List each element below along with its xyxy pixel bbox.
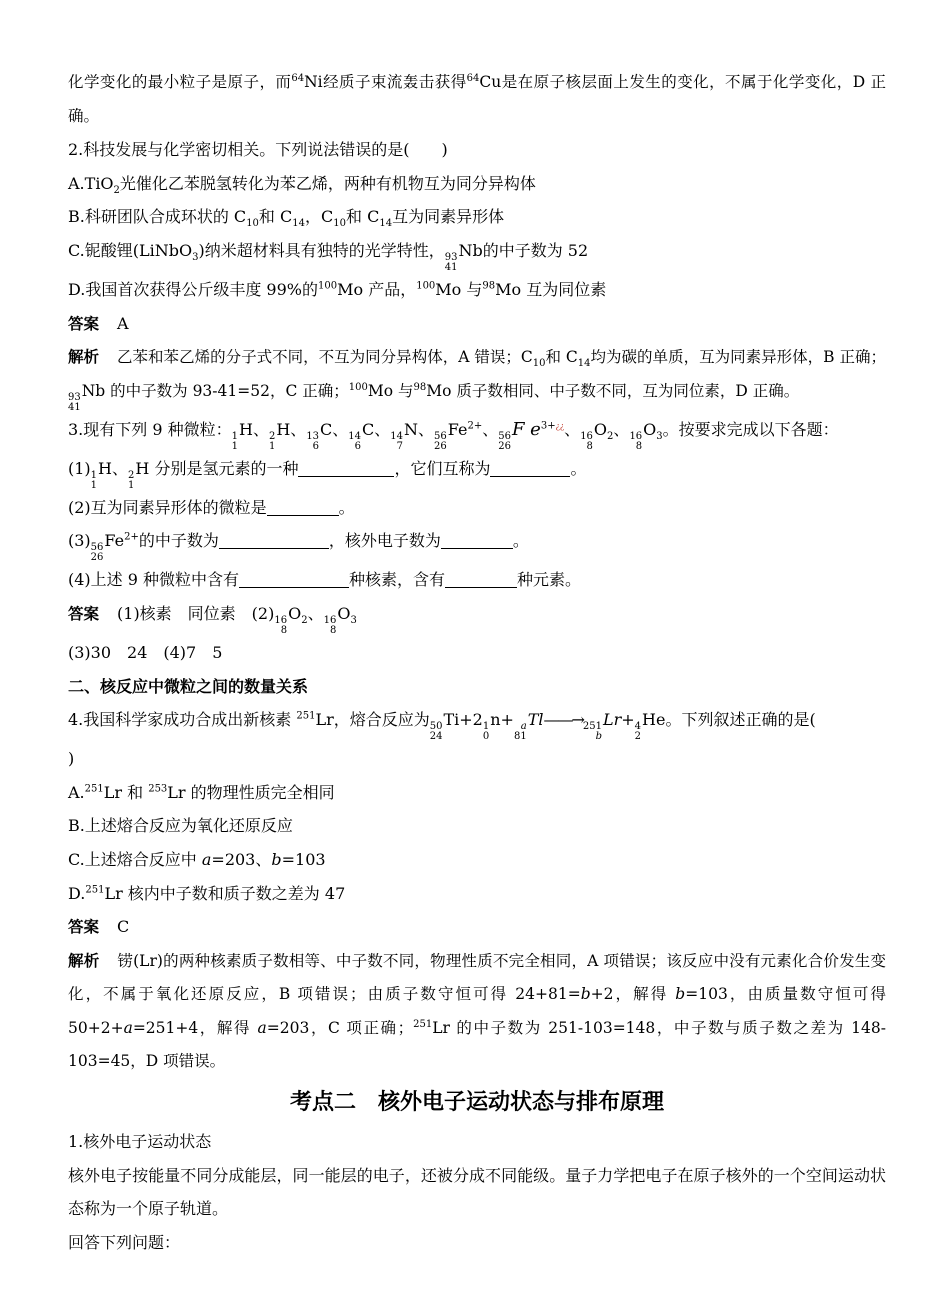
subsection-title: 1.核外电子运动状态 [68,1132,212,1152]
q2-stem: 2.科技发展与化学密切相关。下列说法错误的是( ) [68,140,448,160]
intro-text: 化学变化的最小粒子是原子，而 [68,73,292,91]
q2-option-a: A.TiO$_2$光催化乙苯脱氢转化为苯乙烯，两种有机物互为同分异构体 [68,173,536,196]
blank[interactable] [490,458,570,477]
ni-mass: 64 [291,72,305,84]
blank[interactable] [219,531,329,550]
blank[interactable] [441,531,513,550]
q2-answer: 答案 A [68,313,129,333]
q3-part3: (3) 56 26 $Fe^{2+}$的中子数为 ，核外电子数为 。 [68,531,529,564]
blank[interactable] [298,458,394,477]
topic-heading: 考点二 核外电子运动状态与排布原理 [289,1090,664,1116]
q4-option-b: B.上述熔合反应为氧化还原反应 [68,816,293,836]
q4-option-c: C.上述熔合反应中 a=203、b=103 [68,849,326,869]
intro-paragraph [68,66,886,133]
q3-part1: (1) 1 1 H、 2 1 H 分别是氢元素的一种 ，它们互称为 。 [68,458,587,491]
q2-option-c: C.铌酸锂(LiNbO$_3$)纳米超材料具有独特的光学特性， 93 41 Nb的中子数为 52 [68,240,589,273]
q4-option-a: A.$^{251}$Lr 和 $^{253}$Lr 的物理性质完全相同 [68,782,335,802]
q3-answer-2: (3)30 24 (4)7 5 [68,642,223,662]
q2-solution: 解析 乙苯和苯乙烯的分子式不同，不互为同分异构体，A 错误；$C_{10}$和 $C_{14}$均为碳的单质，互为同素异形体，B 正确； 93 41 Nb 的中子数为 93-41=52，C 正确；$^{100}$Mo 与$^{98}$Mo 质子数相同、中子数不同，互为同位素，D 正确。 [68,348,886,413]
intro-text: 是在原子核层面上发生的变化，不属于化学 [501,73,805,91]
cu-symbol: Cu [479,73,502,91]
q4-solution: 解析 铹(Lr)的两种核素质子数相等、中子数不同，物理性质不完全相同，A 项错误；该反应中没有元素化合价发生变化，不属于氧化还原反应，B 项错误；由质子数守恒可得 24+81=b+2，解得 b=103，由质量数守恒可得 50+2+a=251+4，解得 a=203，C 项正确；$^{251}$Lr 的中子数为 251-103=148，中子数与质子数之差为 148-103=45，D 项错误。 [68,951,887,1071]
q3-part2: (2)互为同素异形体的微粒是 。 [68,497,355,517]
q3-answer: 答案 (1)核素 同位素 (2) 16 8 $O_2$、 16 8 $O_3$ [68,603,357,636]
prompt-line: 回答下列问题： [68,1232,181,1252]
q3-stem: 3.现有下列 9 种微粒： 1 1 H、 2 1 H、 13 6 C、 14 6 C、 14 7 N、 56 26 $Fe^{2+}$、 56 26 F $e^{3+¿¿}$、 16 8 $O_2$、 16 8 $O_3$。按要求完成以下各题： [68,418,839,452]
document-page [68,66,886,1259]
intro-text: 变化，D 正确。 [68,73,886,125]
q2-option-d: D.我国首次获得公斤级丰度 99%的$^{100}$Mo 产品，$^{100}$Mo 与$^{98}$Mo 互为同位素 [68,279,607,299]
q4-option-d: D.$^{251}$Lr 核内中子数和质子数之差为 47 [68,883,346,903]
section-title: 二、核反应中微粒之间的数量关系 [68,676,309,696]
q4-stem: 4.我国科学家成功合成出新核素 $^{251}$Lr，熔合反应为 50 24 Ti+2 1 0 n+ a 81 Tl——→ 251 b Lr+ 4 2 He。下列叙述正确的是( ) [68,710,816,769]
q4-answer: 答案 C [68,917,130,937]
cu-mass: 64 [466,72,480,84]
intro-text: 经质子束流轰击获得 [322,73,467,91]
q2-option-b: B.科研团队合成环状的 $C_{10}$和 $C_{14}$，$C_{10}$和 $C_{14}$互为同素异形体 [68,207,505,230]
ni-symbol: Ni [304,73,323,91]
blank[interactable] [239,570,349,589]
body-paragraph: 核外电子按能量不同分成能层，同一能层的电子，还被分成不同能级。量子力学把电子在原子核外的一个空间运动状态称为一个原子轨道。 [68,1165,886,1219]
blank[interactable] [267,497,339,516]
q3-part4: (4)上述 9 种微粒中含有 种核素，含有 种元素。 [68,570,582,590]
blank[interactable] [445,570,517,589]
nb-nuclide: 93 41 [444,251,458,273]
